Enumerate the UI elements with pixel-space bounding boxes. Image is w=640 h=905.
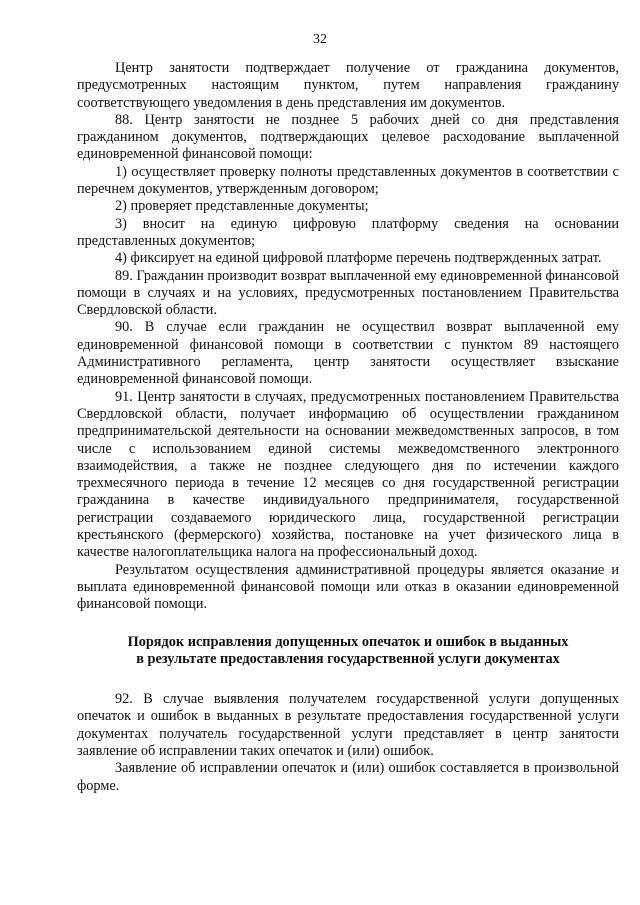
section-heading-line-2: в результате предоставления государственной услуги документах [136, 650, 560, 667]
page-number: 32 [313, 32, 327, 47]
section-heading-line-1: Порядок исправления допущенных опечаток и ошибок в выданных [127, 633, 569, 650]
paragraph-92: 92. В случае выявления получателем государственной услуги допущенных опечаток и ошибок в выданных в результате предоставления государственной услуги документах получатель государственной услуги представляет в центр занятости заявление об исправлении таких опечаток и (или) ошибок. [77, 691, 619, 759]
paragraph-91: 91. Центр занятости в случаях, предусмотренных постановлением Правительства Свердловской области, получает информацию об осуществлении гражданином предпринимательской деятельности на основании межведомственных запросов, в том числе с использованием единой системы межведомственного электронного взаимодействия, а также не позднее следующего дня по истечении каждого трехмесячного периода в течение 12 месяцев со дня государственной регистрации гражданина в качестве индивидуального предпринимателя, государственной регистрации создаваемого юридического лица, государственной регистрации крестьянского (фермерского) хозяйства, постановке на учет физического лица в качестве налогоплательщика налога на профессиональный доход. [77, 388, 619, 561]
list-item-3: 3) вносит на единую цифровую платформу сведения на основании представленных документов; [77, 215, 619, 249]
paragraph-confirmation: Центр занятости подтверждает получение от гражданина документов, предусмотренных настоящим пунктом, путем направления гражданину соответствующего уведомления в день представления им документов. [77, 60, 619, 111]
paragraph-90: 90. В случае если гражданин не осуществил возврат выплаченной ему единовременной финансовой помощи в соответствии с пунктом 89 настоящего Административного регламента, центр занятости осуществляет взыскание единовременной финансовой помощи. [77, 319, 619, 388]
section-heading [77, 634, 619, 669]
paragraph-application-form: Заявление об исправлении опечаток и (или) ошибок составляется в произвольной форме. [77, 760, 619, 794]
list-item-4: 4) фиксирует на единой цифровой платформе перечень подтвержденных затрат. [115, 250, 602, 267]
list-item-1: 1) осуществляет проверку полноты представленных документов в соответствии с перечнем документов, утвержденным договором; [77, 163, 619, 198]
paragraph-89: 89. Гражданин производит возврат выплаченной ему единовременной финансовой помощи в случаях и на условиях, предусмотренных постановлением Правительства Свердловской области. [77, 267, 619, 319]
paragraph-result: Результатом осуществления административной процедуры является оказание и выплата единовременной финансовой помощи или отказ в оказании единовременной финансовой помощи. [77, 561, 619, 613]
paragraph-88: 88. Центр занятости не позднее 5 рабочих дней со дня представления гражданином документов, подтверждающих целевое расходование выплаченной единовременной финансовой помощи: [77, 111, 619, 163]
document-body [77, 60, 619, 795]
list-item-2: 2) проверяет представленные документы; [115, 198, 369, 215]
